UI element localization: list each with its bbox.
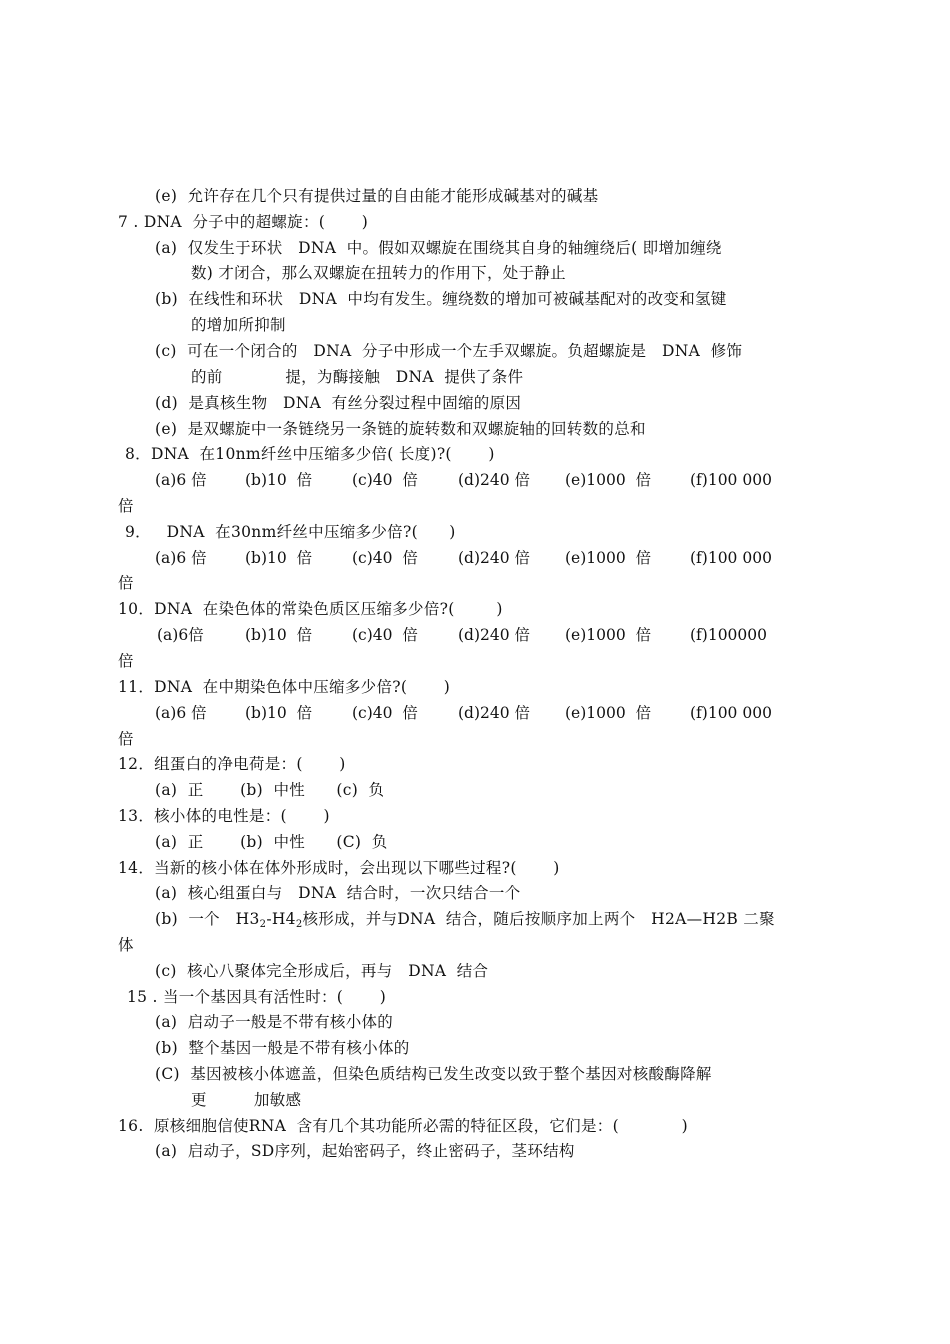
q10-option-b: (b)10 倍 [245,626,313,644]
q8-option-b: (b)10 倍 [245,471,313,489]
q9-option-c: (c)40 倍 [352,549,418,567]
q7-option-a-line2: 数) 才闭合，那么双螺旋在扭转力的作用下，处于静止 [191,264,566,282]
question-16: 16. 原核细胞信使RNA 含有几个其功能所必需的特征区段，它们是：( ) [118,1117,689,1135]
q12-options: (a) 正 (b) 中性 (c) 负 [155,781,385,799]
question-10: 10．DNA 在染色体的常染色质区压缩多少倍?( ) [118,600,503,618]
q15-option-c-line1: (C) 基因被核小体遮盖，但染色质结构已发生改变以致于整个基因对核酸酶降解 [155,1065,712,1083]
q10-option-a: (a)6倍 [157,626,204,644]
q11-option-f: (f)100 000 [690,704,772,722]
q7-option-d: (d) 是真核生物 DNA 有丝分裂过程中固缩的原因 [155,394,522,412]
q14b-sub-2: 2 [295,919,303,930]
q9-option-b: (b)10 倍 [245,549,313,567]
question-7: 7 . DNA 分子中的超螺旋：( ) [118,213,369,231]
q8-option-e: (e)1000 倍 [565,471,652,489]
q7-option-c-line2: 的前 提，为酶接触 DNA 提供了条件 [191,368,524,386]
q7-option-b-line2: 的增加所抑制 [191,316,286,334]
q9-option-d: (d)240 倍 [458,549,531,567]
question-14: 14．当新的核小体在体外形成时，会出现以下哪些过程?( ) [118,859,560,877]
q9-wrap-bei: 倍 [118,574,134,592]
q11-option-d: (d)240 倍 [458,704,531,722]
q14b-text-pre: (b) 一个 H3 [155,910,260,928]
q14-option-b-line1 [155,909,775,935]
q6-option-e: (e) 允许存在几个只有提供过量的自由能才能形成碱基对的碱基 [155,187,599,205]
q13-options: (a) 正 (b) 中性 (C) 负 [155,833,388,851]
q8-option-c: (c)40 倍 [352,471,418,489]
question-15: 15 . 当一个基因具有活性时：( ) [127,988,387,1006]
q14b-text-post: 核形成，并与DNA 结合，随后按顺序加上两个 H2A—H2B 二聚 [302,910,775,928]
q10-option-d: (d)240 倍 [458,626,531,644]
q7-option-c-line1: (c) 可在一个闭合的 DNA 分子中形成一个左手双螺旋。负超螺旋是 DNA 修饰 [155,342,743,360]
question-13: 13．核小体的电性是：( ) [118,807,330,825]
q9-option-e: (e)1000 倍 [565,549,652,567]
q11-option-a: (a)6 倍 [155,704,207,722]
q10-option-f: (f)100000 [690,626,768,644]
q8-option-a: (a)6 倍 [155,471,207,489]
q16-option-a: (a) 启动子，SD序列，起始密码子，终止密码子，茎环结构 [155,1142,575,1160]
q8-wrap-bei: 倍 [118,497,134,515]
q14-option-c: (c) 核心八聚体完全形成后，再与 DNA 结合 [155,962,489,980]
q15-option-b: (b) 整个基因一般是不带有核小体的 [155,1039,410,1057]
q14-option-b-line2: 体 [118,936,134,954]
q14b-text-mid: -H4 [266,910,296,928]
q7-option-a-line1: (a) 仅发生于环状 DNA 中。假如双螺旋在围绕其自身的轴缠绕后( 即增加缠绕 [155,239,722,257]
q10-option-e: (e)1000 倍 [565,626,652,644]
question-9: 9． DNA 在30nm纤丝中压缩多少倍?( ) [125,523,456,541]
question-8: 8．DNA 在10nm纤丝中压缩多少倍( 长度)?( ) [125,445,495,463]
q7-option-e: (e) 是双螺旋中一条链绕另一条链的旋转数和双螺旋轴的回转数的总和 [155,420,646,438]
q15-option-a: (a) 启动子一般是不带有核小体的 [155,1013,394,1031]
q15-option-c-line2: 更 加敏感 [191,1091,302,1109]
q11-option-e: (e)1000 倍 [565,704,652,722]
question-11: 11．DNA 在中期染色体中压缩多少倍?( ) [118,678,451,696]
q10-wrap-bei: 倍 [118,652,134,670]
q9-option-f: (f)100 000 [690,549,772,567]
q8-option-d: (d)240 倍 [458,471,531,489]
q11-wrap-bei: 倍 [118,730,134,748]
question-12: 12．组蛋白的净电荷是：( ) [118,755,346,773]
q7-option-b-line1: (b) 在线性和环状 DNA 中均有发生。缠绕数的增加可被碱基配对的改变和氢键 [155,290,727,308]
q11-option-b: (b)10 倍 [245,704,313,722]
q11-option-c: (c)40 倍 [352,704,418,722]
q10-option-c: (c)40 倍 [352,626,418,644]
q14b-sub-1: 2 [259,919,267,930]
q8-option-f: (f)100 000 [690,471,772,489]
q9-option-a: (a)6 倍 [155,549,207,567]
q14-option-a: (a) 核心组蛋白与 DNA 结合时，一次只结合一个 [155,884,521,902]
